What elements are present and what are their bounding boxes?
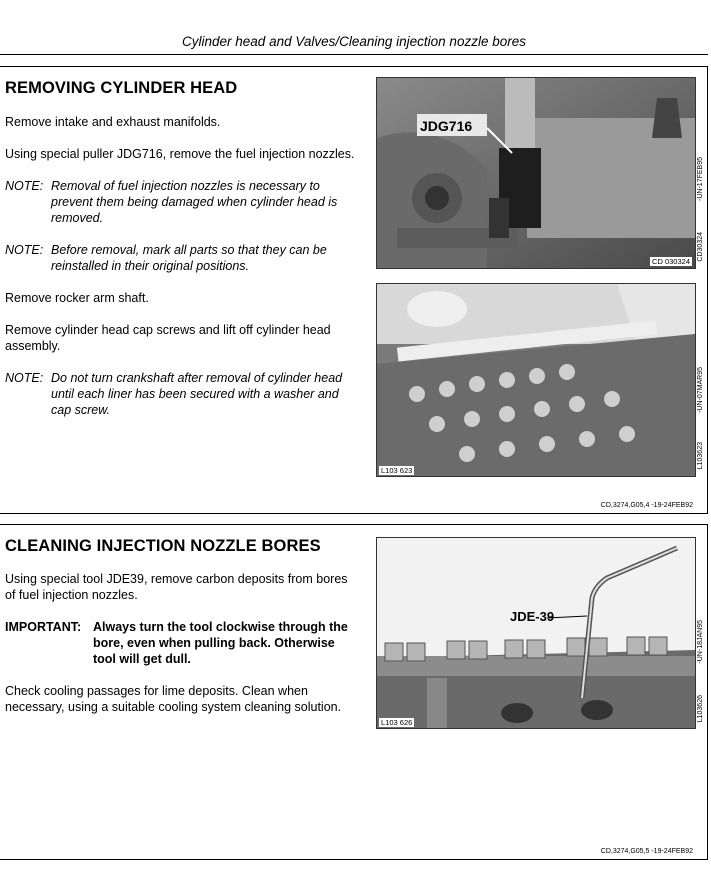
photo-puller-jdg716 (376, 77, 696, 269)
section-body (5, 114, 360, 418)
important-text: Always turn the tool clockwise through the bore, even when pulling back. Otherwise tool will get dull. (93, 620, 348, 666)
important-block (5, 619, 360, 667)
note-label: NOTE: (5, 179, 44, 193)
important-label: IMPORTANT: (5, 620, 82, 634)
photo-code: CD 030324 (652, 257, 690, 266)
note-text: Removal of fuel injection nozzles is necessary to prevent them being damaged when cylinder head is removed. (51, 179, 338, 225)
photo-code: L103 626 (381, 718, 413, 727)
side-code: -UN-07MAR95 (697, 367, 704, 413)
side-code: -UN-18JAN95 (697, 620, 704, 664)
side-code: L103623 (697, 442, 704, 470)
document-reference: CD,3274,G05,5 -19-24FEB92 (600, 848, 693, 855)
document-reference: CD,3274,G05,4 -19-24FEB92 (600, 502, 693, 509)
tool-label: JDE-39 (510, 609, 555, 624)
photo-illustration (377, 78, 695, 268)
tool-label: JDG716 (420, 118, 473, 134)
note-label: NOTE: (5, 243, 44, 257)
photo-code: L103 623 (381, 466, 413, 475)
side-code: L103626 (697, 695, 704, 723)
paragraph: Remove intake and exhaust manifolds. (5, 115, 221, 129)
note-block (5, 178, 360, 226)
note-text: Do not turn crankshaft after removal of cylinder head until each liner has been secured with a washer and cap screw. (51, 371, 343, 417)
photo-tool-jde39 (376, 537, 696, 729)
paragraph: Check cooling passages for lime deposits. Clean when necessary, using a suitable cooling system cleaning solution. (5, 684, 342, 714)
section-cleaning-nozzle-bores (0, 524, 708, 860)
page-title: Cylinder head and Valves/Cleaning injection nozzle bores (182, 34, 526, 49)
side-code: CD30324 (697, 232, 704, 262)
section-heading: CLEANING INJECTION NOZZLE BORES (5, 537, 321, 555)
section-removing-cylinder-head (0, 66, 708, 514)
section-heading: REMOVING CYLINDER HEAD (5, 79, 238, 97)
paragraph: Remove cylinder head cap screws and lift off cylinder head assembly. (5, 323, 331, 353)
paragraph: Using special tool JDE39, remove carbon deposits from bores of fuel injection nozzles. (5, 572, 348, 602)
paragraph: Remove rocker arm shaft. (5, 291, 149, 305)
side-code: -UN-17FEB95 (697, 157, 704, 201)
note-label: NOTE: (5, 371, 44, 385)
note-block (5, 370, 360, 418)
note-block (5, 242, 360, 274)
photo-rocker-arm-removal (376, 283, 696, 477)
paragraph: Using special puller JDG716, remove the fuel injection nozzles. (5, 147, 355, 161)
photo-illustration (377, 538, 695, 728)
section-body (5, 571, 360, 715)
page-header (0, 0, 708, 55)
note-text: Before removal, mark all parts so that they can be reinstalled in their original positions. (51, 243, 327, 273)
photo-illustration (377, 284, 695, 476)
